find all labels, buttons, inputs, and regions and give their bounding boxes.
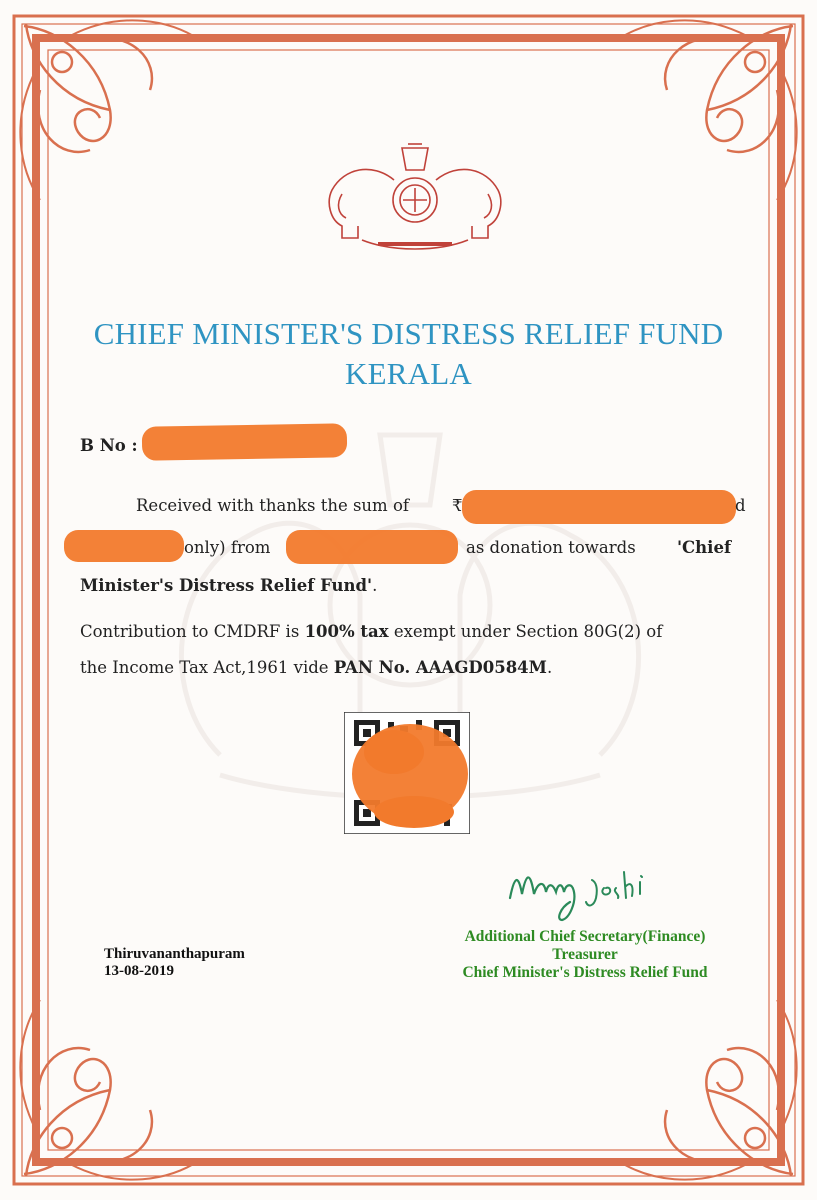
place: Thiruvananthapuram	[104, 946, 245, 962]
fund-name-part2: Minister's Distress Relief Fund'	[80, 576, 373, 595]
corner-ornament	[617, 20, 797, 200]
contribution-mid: exempt under Section 80G(2) of	[393, 622, 663, 641]
designation-line2: Treasurer	[552, 946, 618, 963]
corner-ornament	[20, 1000, 200, 1180]
tax-exempt-bold: 100% tax	[304, 622, 389, 641]
state-emblem	[322, 140, 508, 250]
redacted-bill-number	[142, 423, 348, 461]
pan-number: PAN No. AAAGD0584M	[333, 658, 547, 677]
period: .	[372, 576, 378, 595]
rupee-symbol: ₹	[452, 496, 463, 515]
date: 13-08-2019	[104, 963, 174, 979]
designation-line1: Additional Chief Secretary(Finance)	[464, 928, 706, 945]
bill-number-label: B No :	[80, 436, 138, 455]
received-text: Received with thanks the sum of	[136, 496, 409, 515]
contribution-prefix: Contribution to CMDRF is	[80, 622, 300, 641]
corner-ornament	[20, 20, 200, 200]
signature	[500, 858, 700, 928]
qr-code	[344, 712, 470, 834]
designation-line3: Chief Minister's Distress Relief Fund	[462, 964, 708, 981]
page-title: CHIEF MINISTER'S DISTRESS RELIEF FUND	[93, 316, 724, 351]
redacted-donor-name	[286, 530, 458, 564]
amount-tail: d	[735, 496, 746, 515]
only-from-text: only) from	[184, 538, 271, 557]
redacted-amount-words	[64, 530, 184, 562]
act-text: the Income Tax Act,1961 vide	[80, 658, 329, 677]
corner-ornament	[617, 1000, 797, 1180]
donation-towards-text: as donation towards	[466, 538, 636, 557]
fund-name-part1: 'Chief	[677, 538, 732, 557]
page-subtitle: KERALA	[345, 356, 472, 391]
pan-period: .	[546, 658, 553, 677]
redacted-amount	[462, 490, 736, 524]
